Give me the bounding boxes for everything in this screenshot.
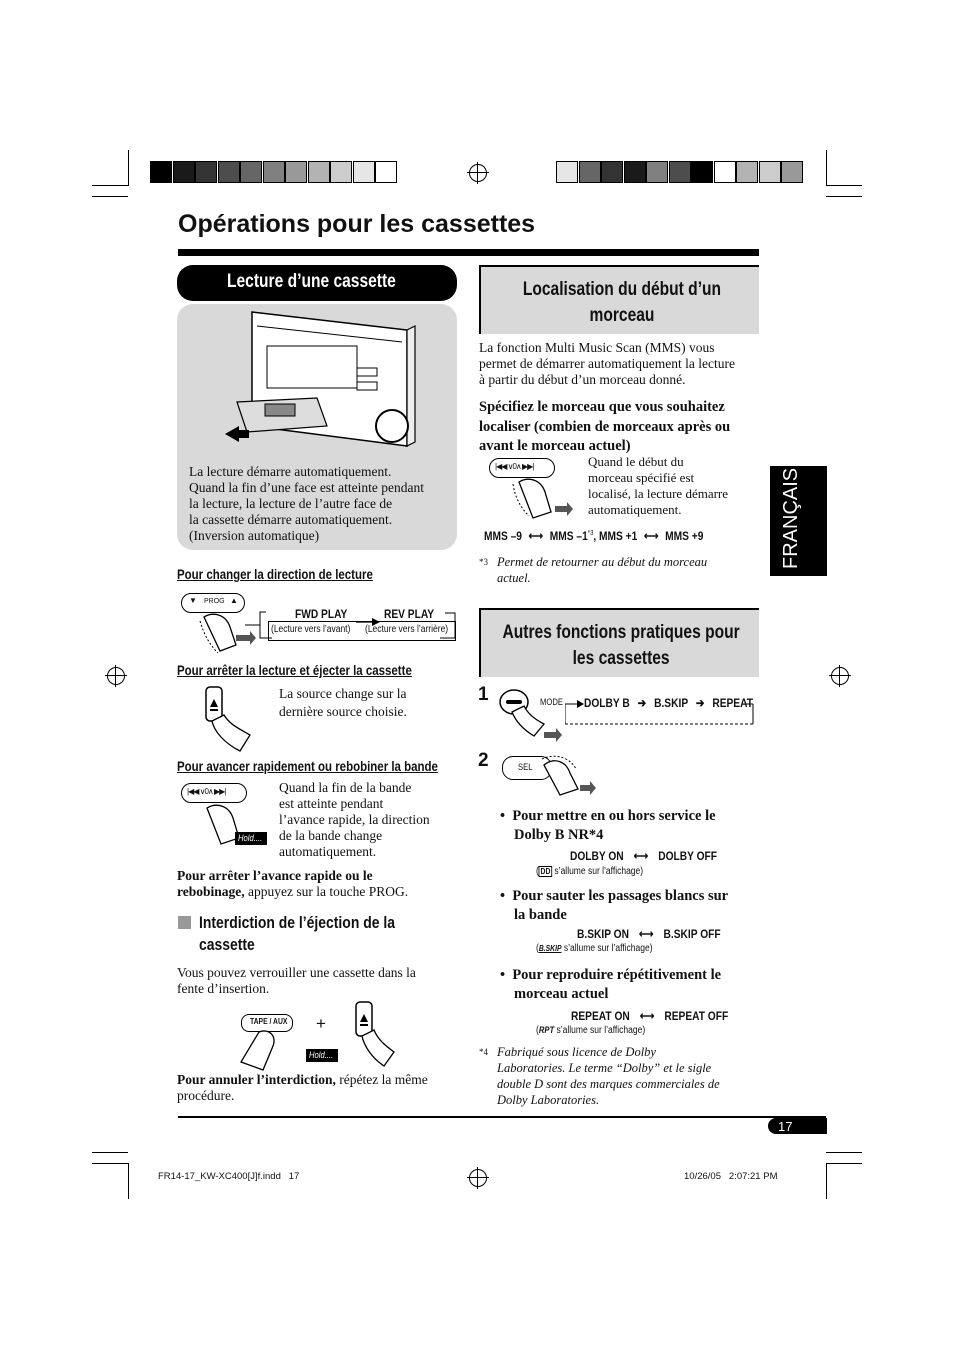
mms-desc: Quand le début du morceau spécifié est localisé, la lecture démarre automatiquement.: [588, 454, 729, 517]
section-heading-mms: Localisation du début d’un morceau: [479, 265, 759, 334]
color-swatch: [150, 161, 172, 183]
bullet-repeat: • Pour reproduire répétitivement le morceau actuel: [500, 967, 722, 1002]
color-swatch: [781, 161, 803, 183]
crop-mark: [92, 185, 128, 186]
bskip-indicator-note: (B.SKIP s’allume sur l’affichage): [536, 943, 653, 954]
color-swatch: [601, 161, 623, 183]
subsection-title-eject: Pour arrêter la lecture et éjecter la cassette: [177, 662, 412, 678]
finger-press-icon: [540, 755, 610, 805]
crop-mark: [826, 196, 862, 197]
color-swatch: [353, 161, 375, 183]
mms-sequence: MMS –9 ⟷ MMS –1$^{*3}$, MMS +1 ⟷ MMS +9: [484, 529, 704, 543]
crop-mark: [128, 1163, 129, 1199]
hold-badge: Hold....: [235, 832, 267, 845]
page-number-badge: 17: [768, 1118, 827, 1134]
cassette-info-box: [177, 304, 457, 550]
crop-mark: [128, 150, 129, 186]
rev-play-label: REV PLAY: [384, 607, 435, 621]
crop-mark: [92, 196, 128, 197]
color-swatch: [195, 161, 217, 183]
step-2: 2: [478, 750, 489, 771]
language-tab: [770, 466, 827, 576]
section-heading-lecture: Lecture d’une cassette: [177, 265, 457, 301]
bullet-dolby: • Pour mettre en ou hors service le Dolby B NR*4: [500, 808, 716, 843]
color-swatch: [263, 161, 285, 183]
mms-intro: La fonction Multi Music Scan (MMS) vous permet de démarrer automatiquement la lecture à partir du début d’un morceau donné.: [479, 340, 735, 387]
finger-press-icon: [235, 1028, 285, 1078]
color-swatch: [646, 161, 668, 183]
crop-mark: [826, 185, 862, 186]
crop-mark: [826, 150, 827, 186]
footer-file: FR14-17_KW-XC400[J]f.indd 17: [158, 1171, 300, 1182]
eject-button-finger-icon[interactable]: [348, 1000, 404, 1072]
repeat-toggle: REPEAT ON ⟷ REPEAT OFF: [571, 1009, 729, 1023]
color-swatch: [556, 161, 578, 183]
subsection-title-direction: Pour changer la direction de lecture: [177, 566, 373, 582]
color-swatch: [375, 161, 397, 183]
car-stereo-cassette-illustration: [217, 306, 417, 456]
color-swatch: [330, 161, 352, 183]
registration-mark-icon: [469, 164, 487, 182]
crop-mark: [92, 1163, 128, 1164]
mms-footnote: *3 Permet de retourner au début du morceau actuel.: [479, 555, 708, 585]
eject-button-finger-icon[interactable]: [200, 685, 260, 755]
bullet-bskip: • Pour sauter les passages blancs sur la bande: [500, 888, 729, 923]
sel-button[interactable]: SEL: [502, 756, 552, 780]
section-heading-other: Autres fonctions pratiques pour les cassettes: [479, 608, 759, 677]
registration-mark-icon: [831, 667, 849, 685]
color-swatch: [691, 161, 713, 183]
ffrew-text: Quand la fin de la bande est atteinte pendant l’avance rapide, la direction de la bande change automatiquement.: [279, 780, 430, 859]
cassette-info-text: La lecture démarre automatiquement. Quand la fin d’une face est atteinte pendant la lecture, la lecture de l’autre face de la cassette démarre automatiquement. (Inversion automatique): [189, 464, 425, 543]
color-swatch: [308, 161, 330, 183]
seek-button[interactable]: |◀◀ ∨0∧ ▶▶|: [181, 783, 247, 803]
fwd-play-label: FWD PLAY: [295, 607, 348, 621]
dolby-toggle: DOLBY ON ⟷ DOLBY OFF: [570, 849, 717, 863]
dolby-footnote: *4 Fabriqué sous licence de Dolby Laboratories. Le terme “Dolby” et le sigle double D sont des marques commerciales de Dolby Laboratories.: [479, 1045, 720, 1107]
seek-button[interactable]: |◀◀ ∨0∧ ▶▶|: [489, 458, 555, 478]
subsection-title-lock: Interdiction de l’éjection de la cassette: [199, 913, 395, 954]
step-1: 1: [478, 684, 489, 705]
tape-aux-button[interactable]: TAPE / AUX: [241, 1014, 293, 1032]
section-marker-icon: [178, 916, 191, 929]
footer-datetime: 10/26/05 2:07:21 PM: [684, 1171, 778, 1182]
color-swatch: [218, 161, 240, 183]
color-swatch: [624, 161, 646, 183]
prog-button[interactable]: ▼ PROG ▲: [181, 593, 245, 613]
page-title: Opérations pour les cassettes: [178, 210, 536, 238]
registration-mark-icon: [107, 667, 125, 685]
crop-mark: [826, 1163, 862, 1164]
mms-instruction: Spécifiez le morceau que vous souhaitez localiser (combien de morceaux après ou avant le morceau actuel): [479, 399, 731, 454]
color-swatch: [669, 161, 691, 183]
color-swatch: [285, 161, 307, 183]
hold-badge: Hold....: [306, 1049, 338, 1062]
plus-sign: +: [316, 1014, 326, 1033]
lock-cancel-text: Pour annuler l’interdiction, répétez la même procédure.: [177, 1072, 428, 1103]
color-swatch: [736, 161, 758, 183]
color-swatch: [240, 161, 262, 183]
eject-text: La source change sur la dernière source choisie.: [279, 686, 407, 719]
language-tab-label: FRANÇAIS: [780, 467, 802, 569]
color-swatch: [714, 161, 736, 183]
bskip-toggle: B.SKIP ON ⟷ B.SKIP OFF: [577, 927, 721, 941]
title-rule: [178, 249, 759, 256]
ffrew-stop-text: Pour arrêter l’avance rapide ou le rebobinage, appuyez sur la touche PROG.: [177, 868, 409, 899]
dolby-indicator-note: ( DD s’allume sur l’affichage): [536, 866, 644, 877]
finger-press-icon: [505, 474, 585, 524]
mode-label: MODE: [540, 697, 563, 707]
color-swatch: [759, 161, 781, 183]
lock-text: Vous pouvez verrouiller une cassette dans la fente d’insertion.: [177, 965, 416, 996]
mode-sequence: DOLBY B ➔ B.SKIP ➔ REPEAT: [584, 696, 753, 710]
repeat-indicator-note: (RPT s’allume sur l’affichage): [536, 1025, 646, 1036]
direction-note-box: (Lecture vers l’avant) (Lecture vers l’arrière): [268, 621, 456, 641]
color-swatch: [173, 161, 195, 183]
crop-mark: [826, 1163, 827, 1199]
subsection-title-ffrew: Pour avancer rapidement ou rebobiner la bande: [177, 758, 438, 774]
crop-mark: [92, 1152, 128, 1153]
color-swatch: [579, 161, 601, 183]
bottom-rule: [178, 1116, 826, 1118]
crop-mark: [826, 1152, 862, 1153]
registration-mark-icon: [469, 1169, 487, 1187]
